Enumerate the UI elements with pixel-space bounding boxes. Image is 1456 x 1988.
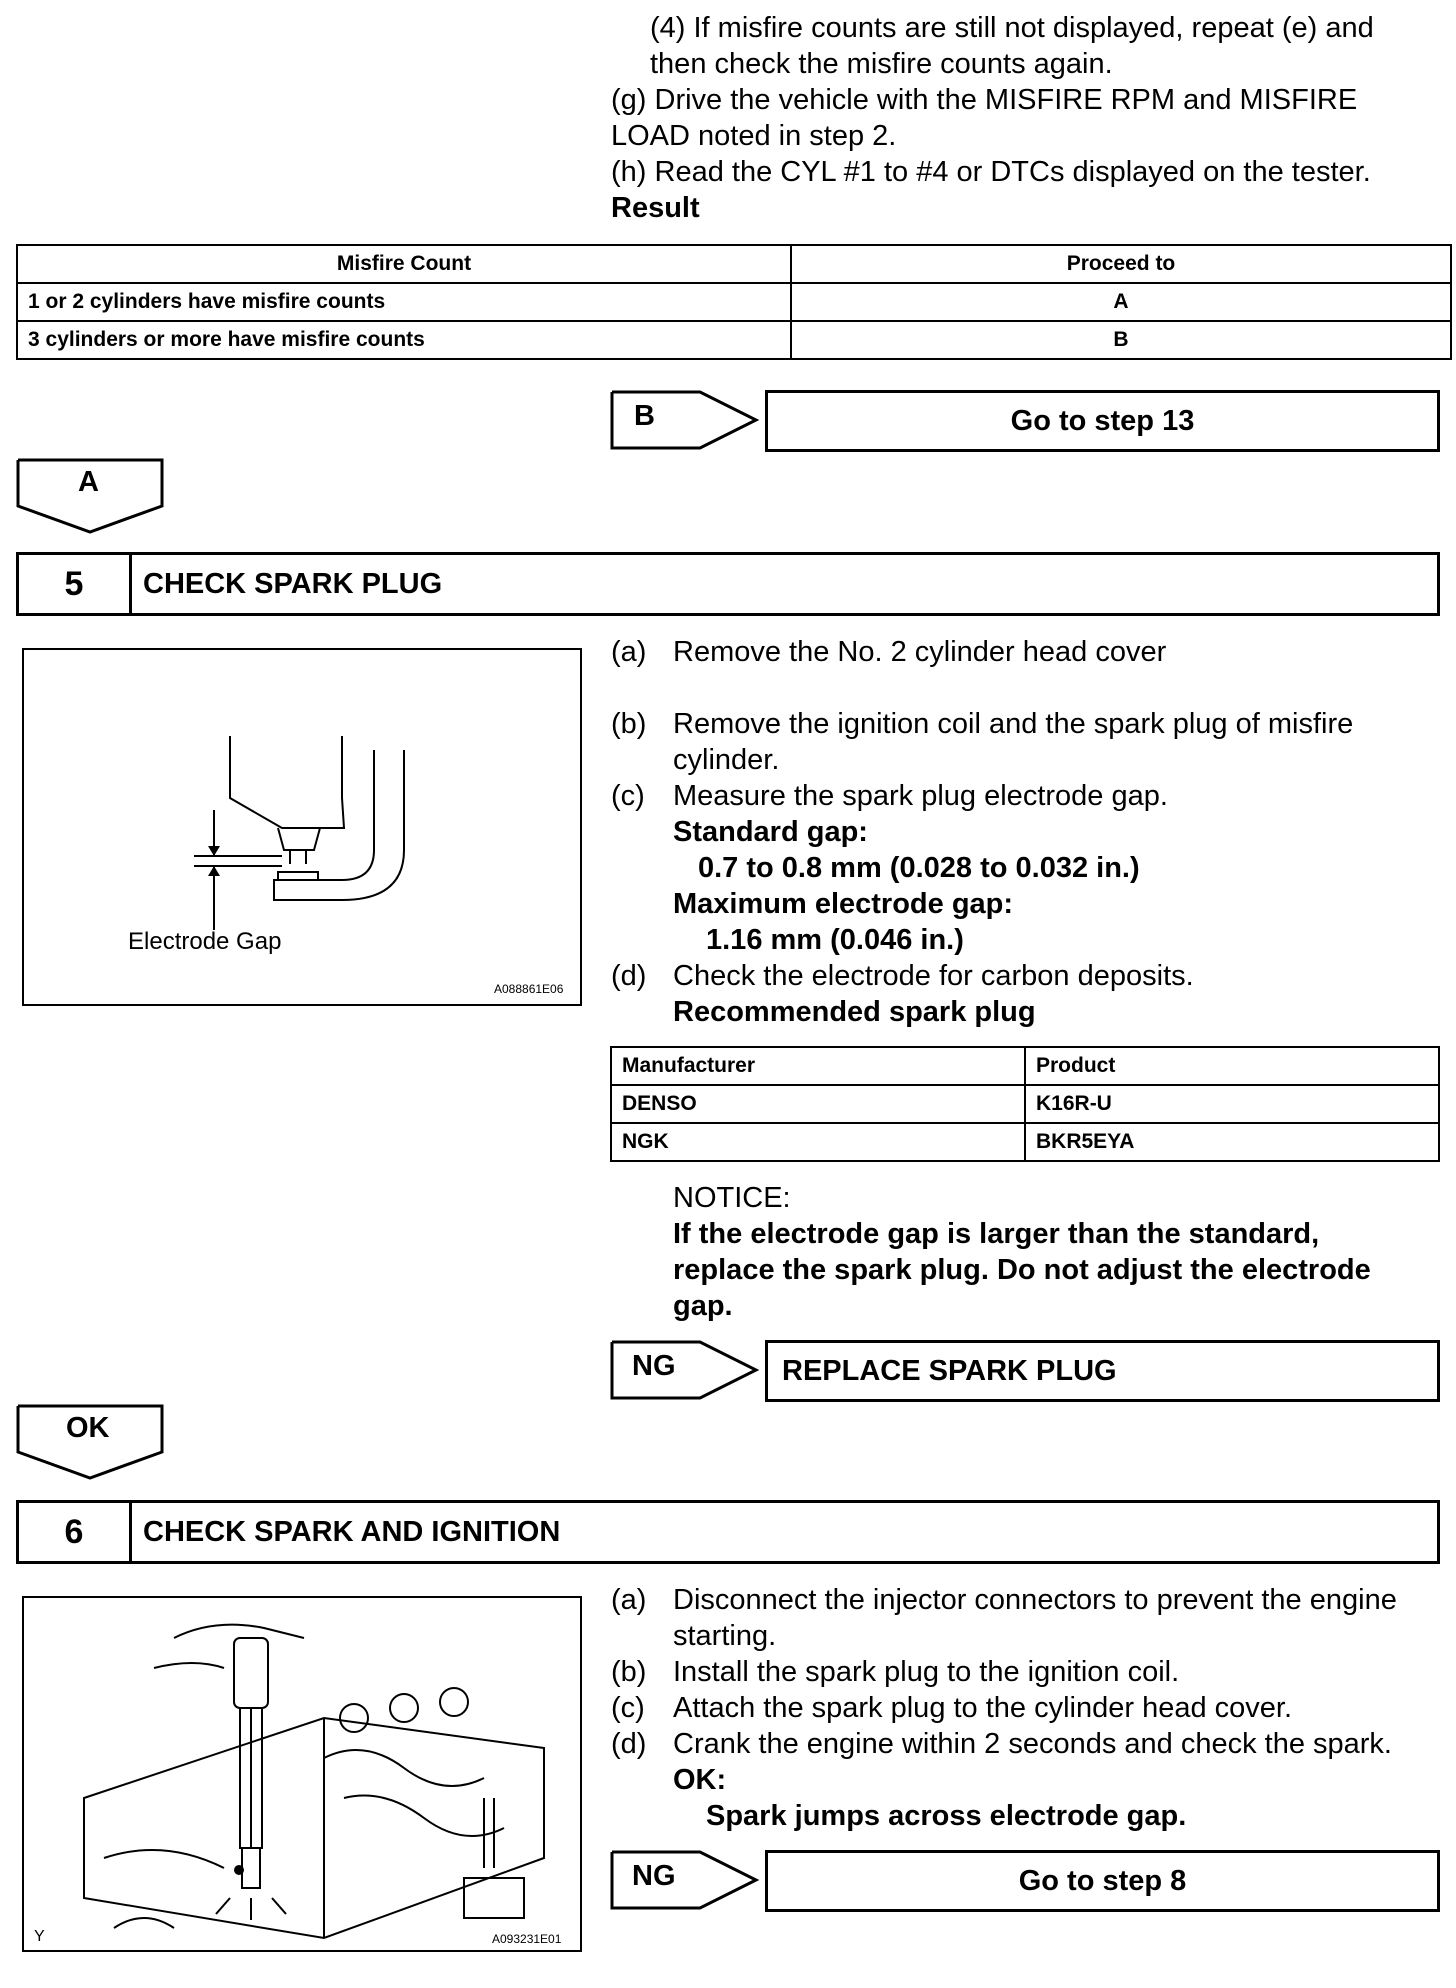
- item-text: Check the electrode for carbon deposits.: [673, 960, 1194, 992]
- step-6-header: [16, 1500, 1440, 1564]
- ok-label: OK: [66, 1412, 110, 1444]
- standard-gap-value: 0.7 to 0.8 mm (0.028 to 0.032 in.): [698, 852, 1140, 884]
- table-row: [611, 1085, 1439, 1123]
- engine-spark-test-illustration: [24, 1598, 582, 1952]
- item-text: starting.: [673, 1620, 777, 1652]
- item-text: cylinder.: [673, 744, 780, 776]
- go-to-step-8: Go to step 8: [765, 1850, 1440, 1912]
- go-to-step-13: Go to step 13: [765, 390, 1440, 452]
- notice-line-2: replace the spark plug. Do not adjust the electrode: [673, 1254, 1371, 1286]
- item-text: Attach the spark plug to the cylinder head cover.: [673, 1692, 1293, 1724]
- item-label: (c): [611, 780, 645, 812]
- intro-line-3: (g) Drive the vehicle with the MISFIRE RPM and MISFIRE: [611, 84, 1358, 116]
- table-cell: BKR5EYA: [1025, 1123, 1439, 1161]
- table-header-row: [611, 1047, 1439, 1085]
- item-label: (a): [611, 1584, 647, 1616]
- branch-b-tag: [610, 390, 760, 450]
- item-label: (d): [611, 1728, 647, 1760]
- step5-ng-tag: [610, 1340, 760, 1400]
- step-5-header: [16, 552, 1440, 616]
- table-cell: A: [791, 283, 1451, 321]
- arrow-ok: [16, 1404, 164, 1480]
- table-row: [17, 321, 1451, 359]
- result-heading: Result: [611, 192, 700, 224]
- notice-label: NOTICE:: [673, 1182, 791, 1214]
- notice-line-3: gap.: [673, 1290, 733, 1322]
- item-label: (b): [611, 708, 647, 740]
- item-label: (a): [611, 636, 647, 668]
- item-text: Remove the No. 2 cylinder head cover: [673, 636, 1167, 668]
- table-row: [611, 1123, 1439, 1161]
- step-title: CHECK SPARK AND IGNITION: [143, 1515, 561, 1548]
- item-label: (c): [611, 1692, 645, 1724]
- step-title: CHECK SPARK PLUG: [143, 567, 443, 600]
- ng-label: NG: [632, 1350, 676, 1382]
- ng-label: NG: [632, 1860, 676, 1892]
- table-header-cell: Misfire Count: [17, 245, 791, 283]
- item-text: Measure the spark plug electrode gap.: [673, 780, 1168, 812]
- branch-b-label: B: [634, 400, 655, 432]
- item-text: Crank the engine within 2 seconds and check the spark.: [673, 1728, 1392, 1760]
- table-cell: B: [791, 321, 1451, 359]
- table-cell: DENSO: [611, 1085, 1025, 1123]
- table-cell: NGK: [611, 1123, 1025, 1161]
- electrode-gap-figure: [22, 648, 582, 1006]
- table-cell: 1 or 2 cylinders have misfire counts: [17, 283, 791, 321]
- figure-corner-mark: Y: [34, 1928, 45, 1945]
- item-text: Remove the ignition coil and the spark plug of misfire: [673, 708, 1354, 740]
- spark-plug-table: [610, 1046, 1440, 1162]
- intro-line-4: LOAD noted in step 2.: [611, 120, 897, 152]
- figure-id: A088861E06: [494, 982, 564, 996]
- step6-ng-tag: [610, 1850, 760, 1910]
- spark-plug-diagram: [24, 650, 582, 1006]
- ignition-figure: [22, 1596, 582, 1952]
- table-cell: K16R-U: [1025, 1085, 1439, 1123]
- arrow-a: [16, 458, 164, 534]
- intro-line-2: then check the misfire counts again.: [650, 48, 1113, 80]
- step-number: 5: [19, 555, 132, 613]
- item-label: (b): [611, 1656, 647, 1688]
- figure-label: Electrode Gap: [128, 928, 282, 955]
- notice-line-1: If the electrode gap is larger than the standard,: [673, 1218, 1320, 1250]
- item-label: (d): [611, 960, 647, 992]
- table-header-cell: Manufacturer: [611, 1047, 1025, 1085]
- max-gap-value: 1.16 mm (0.046 in.): [706, 924, 964, 956]
- item-text: Install the spark plug to the ignition coil.: [673, 1656, 1180, 1688]
- result-table: [16, 244, 1452, 360]
- table-cell: 3 cylinders or more have misfire counts: [17, 321, 791, 359]
- item-text: Disconnect the injector connectors to prevent the engine: [673, 1584, 1397, 1616]
- replace-spark-plug-box: REPLACE SPARK PLUG: [765, 1340, 1440, 1402]
- step-number: 6: [19, 1503, 132, 1561]
- table-header-row: [17, 245, 1451, 283]
- recommended-plug-label: Recommended spark plug: [673, 996, 1036, 1028]
- figure-id: A093231E01: [492, 1932, 562, 1946]
- intro-line-1: (4) If misfire counts are still not displayed, repeat (e) and: [650, 12, 1374, 44]
- ok-criteria-label: OK:: [673, 1764, 727, 1796]
- table-header-cell: Proceed to: [791, 245, 1451, 283]
- max-gap-label: Maximum electrode gap:: [673, 888, 1014, 920]
- arrow-a-label: A: [78, 466, 99, 498]
- standard-gap-label: Standard gap:: [673, 816, 868, 848]
- intro-line-5: (h) Read the CYL #1 to #4 or DTCs displayed on the tester.: [611, 156, 1371, 188]
- table-row: [17, 283, 1451, 321]
- ok-criteria-value: Spark jumps across electrode gap.: [706, 1800, 1187, 1832]
- tag-arrow-shape: [610, 390, 760, 450]
- table-header-cell: Product: [1025, 1047, 1439, 1085]
